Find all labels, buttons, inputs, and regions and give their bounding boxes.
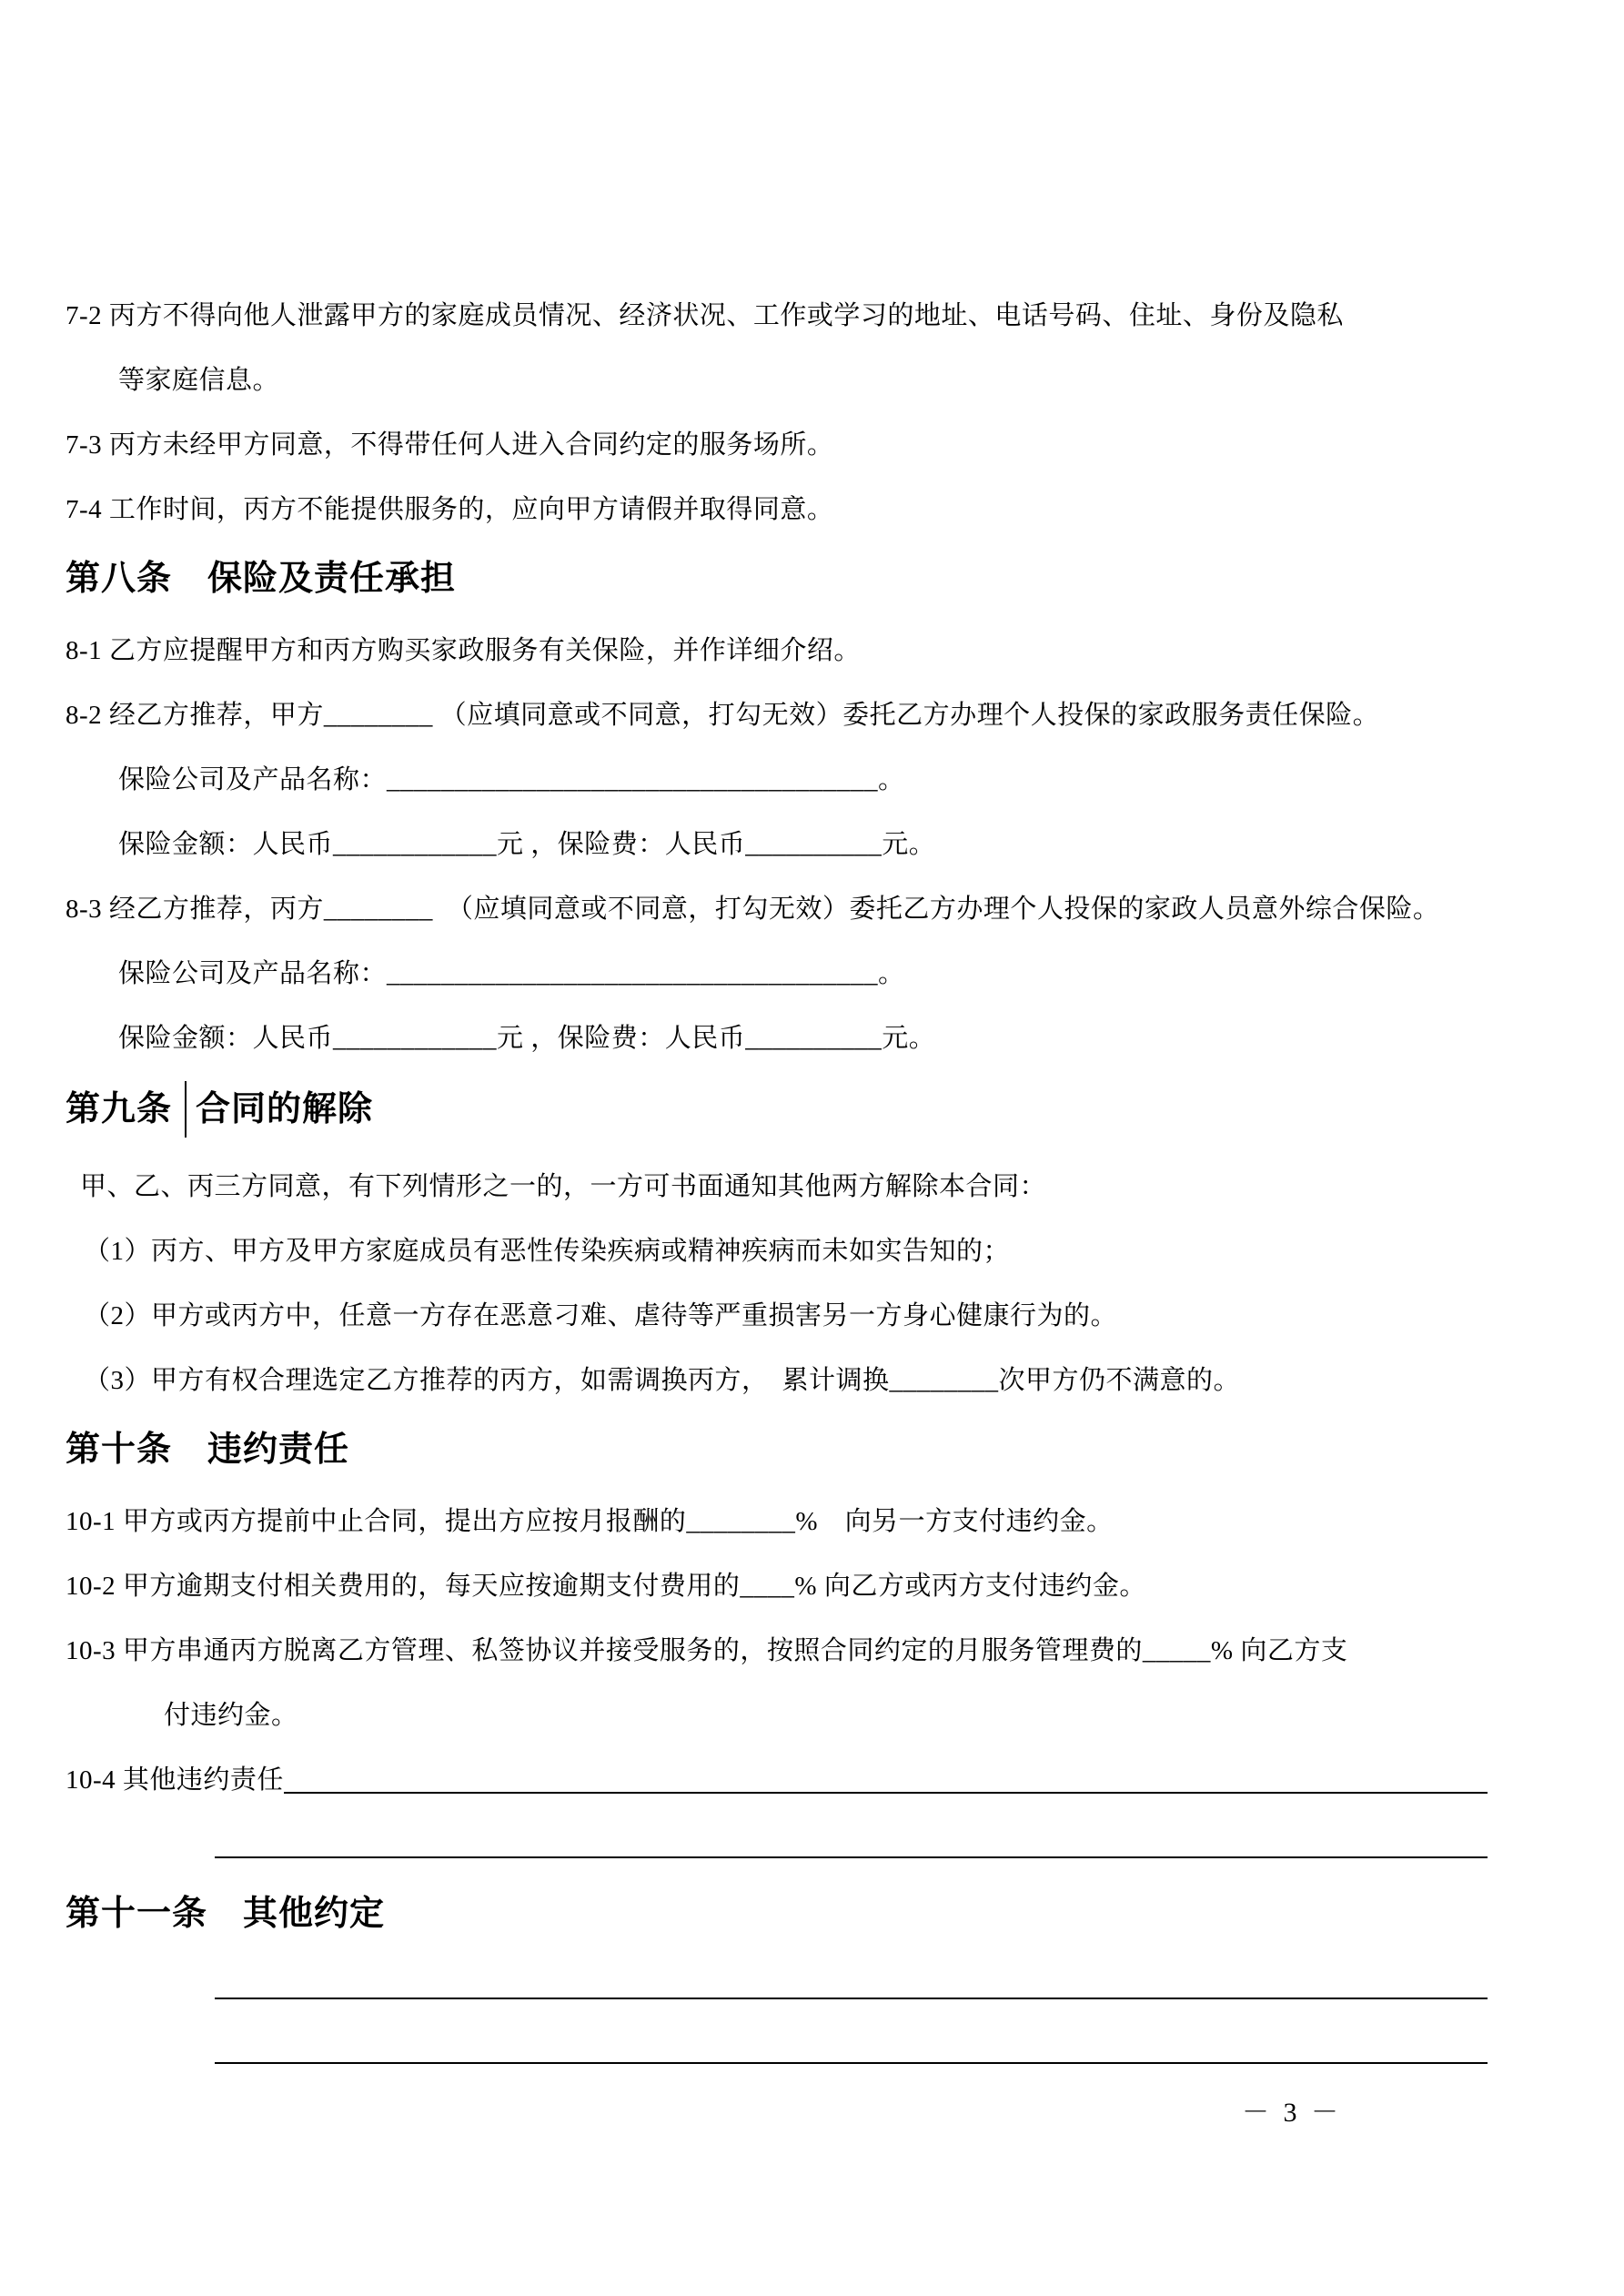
clause-10-1: 10-1 甲方或丙方提前中止合同，提出方应按月报酬的________% 向另一方支付违约金。 xyxy=(66,1507,1114,1536)
blank-underline xyxy=(215,1966,1488,1999)
insurance-amount-field: 保险金额：人民币____________元 ，保险费：人民币__________元。 xyxy=(118,830,936,859)
clause-7-2: 7-2 丙方不得向他人泄露甲方的家庭成员情况、经济状况、工作或学习的地址、电话号码、住址、身份及隐私 xyxy=(66,301,1344,330)
blank-underline xyxy=(215,1825,1488,1858)
blank-underline xyxy=(284,1760,1488,1794)
clause-9-item-1: （1）丙方、甲方及甲方家庭成员有恶性传染疾病或精神疾病而未如实告知的； xyxy=(84,1237,1011,1266)
section-heading-11: 第十一条 其他约定 xyxy=(66,1895,386,1933)
clause-10-4 xyxy=(66,1760,1488,1800)
section-heading-8: 第八条 保险及责任承担 xyxy=(66,560,457,598)
section-heading-9 xyxy=(66,1083,1488,1139)
heading-part-title: 合同的解除 xyxy=(196,1090,374,1129)
blank-line xyxy=(66,2030,1488,2070)
clause-9-intro: 甲、乙、丙三方同意，有下列情形之一的，一方可书面通知其他两方解除本合同： xyxy=(80,1172,1047,1201)
heading-part-number: 第九条 xyxy=(66,1090,173,1129)
clause-7-4: 7-4 工作时间，丙方不能提供服务的，应向甲方请假并取得同意。 xyxy=(66,495,834,524)
clause-8-2: 8-2 经乙方推荐，甲方________ （应填同意或不同意，打勾无效）委托乙方办理个人投保的家政服务责任保险。 xyxy=(66,701,1380,730)
insurance-company-field-2: 保险公司及产品名称：____________________________________。 xyxy=(118,959,905,988)
vertical-bar xyxy=(185,1081,187,1138)
clause-9-item-3: （3）甲方有权合理选定乙方推荐的丙方，如需调换丙方， 累计调换________次甲方仍不满意的。 xyxy=(84,1366,1241,1395)
clause-7-3: 7-3 丙方未经甲方同意，不得带任何人进入合同约定的服务场所。 xyxy=(66,430,834,460)
clause-10-3: 10-3 甲方串通丙方脱离乙方管理、私签协议并接受服务的，按照合同约定的月服务管理费的_____% 向乙方支 xyxy=(66,1636,1348,1665)
blank-line xyxy=(66,1825,1488,1865)
blank-line xyxy=(66,1966,1488,2006)
insurance-amount-field-2: 保险金额：人民币____________元 ，保险费：人民币__________元。 xyxy=(118,1024,936,1053)
clause-10-3-continued: 付违约金。 xyxy=(164,1701,298,1730)
insurance-company-field: 保险公司及产品名称：____________________________________。 xyxy=(118,765,905,794)
clause-10-2: 10-2 甲方逾期支付相关费用的，每天应按逾期支付费用的____% 向乙方或丙方支付违约金。 xyxy=(66,1572,1146,1601)
clause-8-3: 8-3 经乙方推荐，丙方________ （应填同意或不同意，打勾无效）委托乙方办理个人投保的家政人员意外综合保险。 xyxy=(66,895,1440,924)
clause-9-item-2: （2）甲方或丙方中，任意一方存在恶意刁难、虐待等严重损害另一方身心健康行为的。 xyxy=(84,1301,1118,1330)
page-number: － 3 － xyxy=(1242,2098,1342,2128)
clause-8-1: 8-1 乙方应提醒甲方和丙方购买家政服务有关保险，并作详细介绍。 xyxy=(66,636,861,665)
section-heading-10: 第十条 违约责任 xyxy=(66,1431,350,1469)
clause-7-2-continued: 等家庭信息。 xyxy=(118,366,280,395)
clause-10-4-label: 10-4 其他违约责任 xyxy=(66,1765,284,1795)
blank-underline xyxy=(215,2030,1488,2064)
